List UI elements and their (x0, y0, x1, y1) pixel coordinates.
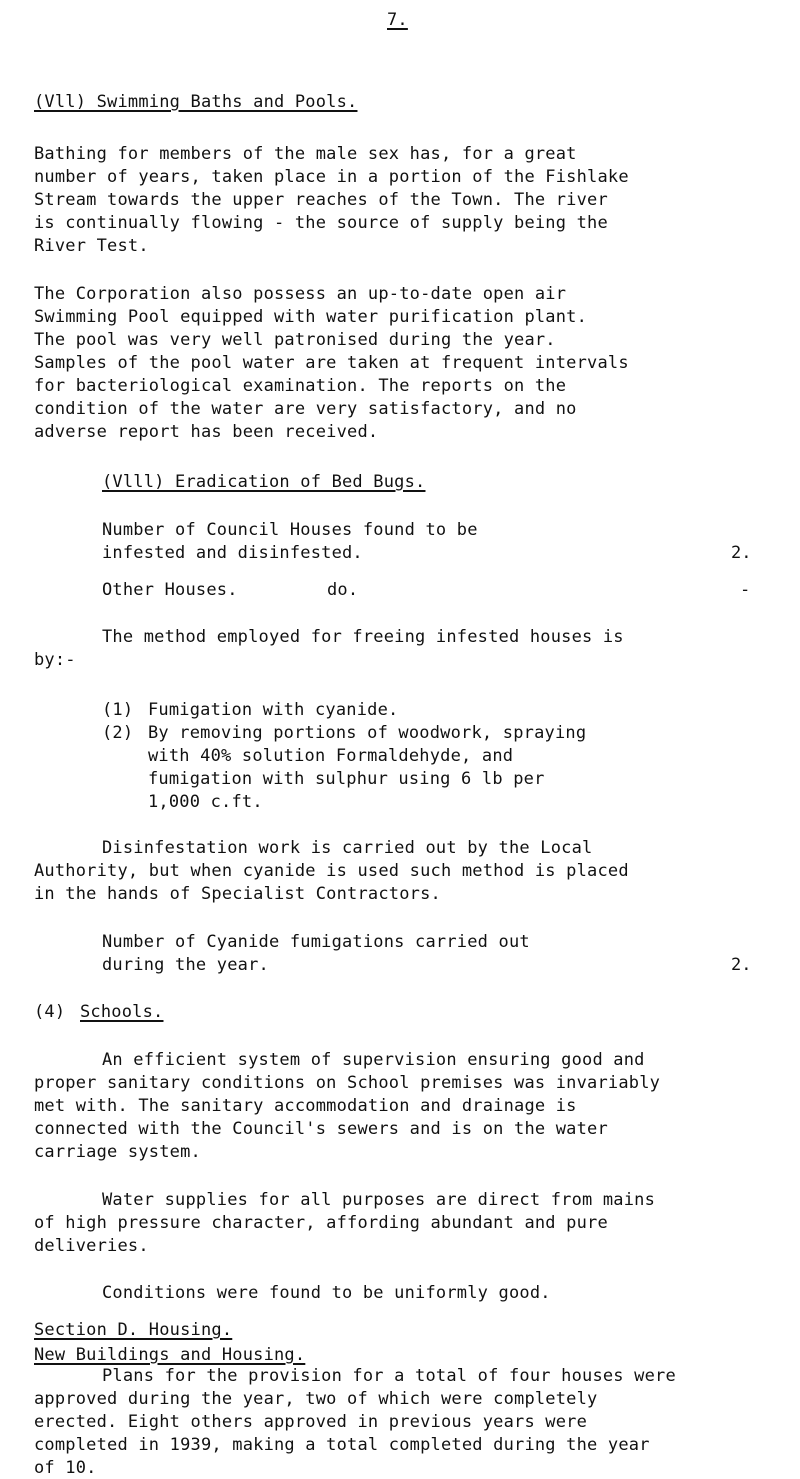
schools-p1-line-2: proper sanitary conditions on School premises was invariably (34, 1073, 661, 1093)
sec7-p2-line-1: The Corporation also possess an up-to-date open air (34, 284, 567, 304)
cyanide-value: 2. (731, 955, 752, 975)
housing-paragraph-clip (0, 1366, 800, 1478)
section-d-heading: Section D. Housing. (34, 1320, 233, 1340)
housing-line-1: Plans for the provision for a total of four houses were (102, 1366, 676, 1386)
section-8-heading: (Vlll) Eradication of Bed Bugs. (102, 472, 426, 492)
sec7-p2-line-5: for bacteriological examination. The reports on the (34, 376, 567, 396)
schools-p1-line-3: met with. The sanitary accommodation and drainage is (34, 1096, 577, 1116)
method-item-2-line-2: with 40% solution Formaldehyde, and (148, 746, 514, 766)
schools-p1-line-5: carriage system. (34, 1142, 201, 1162)
sec7-p2-line-6: condition of the water are very satisfactory, and no (34, 399, 577, 419)
sec7-p1-line-1: Bathing for members of the male sex has, for a great (34, 144, 577, 164)
method-item-1-text: Fumigation with cyanide. (148, 700, 399, 720)
method-item-2-line-4: 1,000 c.ft. (148, 792, 263, 812)
other-houses-value: - (740, 580, 751, 600)
other-houses-label: Other Houses. (102, 580, 238, 600)
method-item-2-line-1: By removing portions of woodwork, spraying (148, 723, 587, 743)
sec7-p1-line-5: River Test. (34, 236, 149, 256)
schools-p1-line-1: An efficient system of supervision ensuring good and (102, 1050, 645, 1070)
housing-line-3: erected. Eight others approved in previous years were (34, 1412, 588, 1432)
section-7-heading: (Vll) Swimming Baths and Pools. (34, 92, 358, 112)
disinfestation-line-3: in the hands of Specialist Contractors. (34, 884, 441, 904)
sec7-p2-line-3: The pool was very well patronised during the year. (34, 330, 556, 350)
cyanide-label-2: during the year. (102, 955, 269, 975)
housing-line-5: of 10. (34, 1458, 97, 1478)
method-item-1-number: (1) (102, 700, 134, 720)
sec7-p1-line-3: Stream towards the upper reaches of the Town. The river (34, 190, 608, 210)
schools-p2-line-1: Water supplies for all purposes are direct from mains (102, 1190, 656, 1210)
new-buildings-heading: New Buildings and Housing. (34, 1345, 306, 1365)
sec7-p2-line-7: adverse report has been received. (34, 422, 379, 442)
schools-p2-line-2: of high pressure character, affording abundant and pure (34, 1213, 608, 1233)
method-intro-line-1: The method employed for freeing infested houses is (102, 627, 624, 647)
schools-heading: Schools. (80, 1002, 164, 1022)
sec7-p2-line-2: Swimming Pool equipped with water purification plant. (34, 307, 588, 327)
housing-line-2: approved during the year, two of which were completely (34, 1389, 598, 1409)
disinfestation-line-1: Disinfestation work is carried out by the Local (102, 838, 593, 858)
page-number: 7. (387, 10, 408, 30)
council-houses-label-2: infested and disinfested. (102, 543, 363, 563)
sec7-p2-line-4: Samples of the pool water are taken at frequent intervals (34, 353, 629, 373)
sec7-p1-line-4: is continually flowing - the source of supply being the (34, 213, 608, 233)
method-item-2-number: (2) (102, 723, 134, 743)
other-houses-ditto: do. (327, 580, 359, 600)
section-4-number: (4) (34, 1002, 66, 1022)
cyanide-label-1: Number of Cyanide fumigations carried out (102, 932, 530, 952)
housing-line-4: completed in 1939, making a total completed during the year (34, 1435, 650, 1455)
method-intro-line-2: by:- (34, 650, 76, 670)
council-houses-value: 2. (731, 543, 752, 563)
method-item-2-line-3: fumigation with sulphur using 6 lb per (148, 769, 545, 789)
council-houses-label-1: Number of Council Houses found to be (102, 520, 478, 540)
schools-p3: Conditions were found to be uniformly good. (102, 1283, 551, 1303)
schools-p1-line-4: connected with the Council's sewers and is on the water (34, 1119, 608, 1139)
sec7-p1-line-2: number of years, taken place in a portion of the Fishlake (34, 167, 629, 187)
schools-p2-line-3: deliveries. (34, 1236, 149, 1256)
disinfestation-line-2: Authority, but when cyanide is used such method is placed (34, 861, 629, 881)
